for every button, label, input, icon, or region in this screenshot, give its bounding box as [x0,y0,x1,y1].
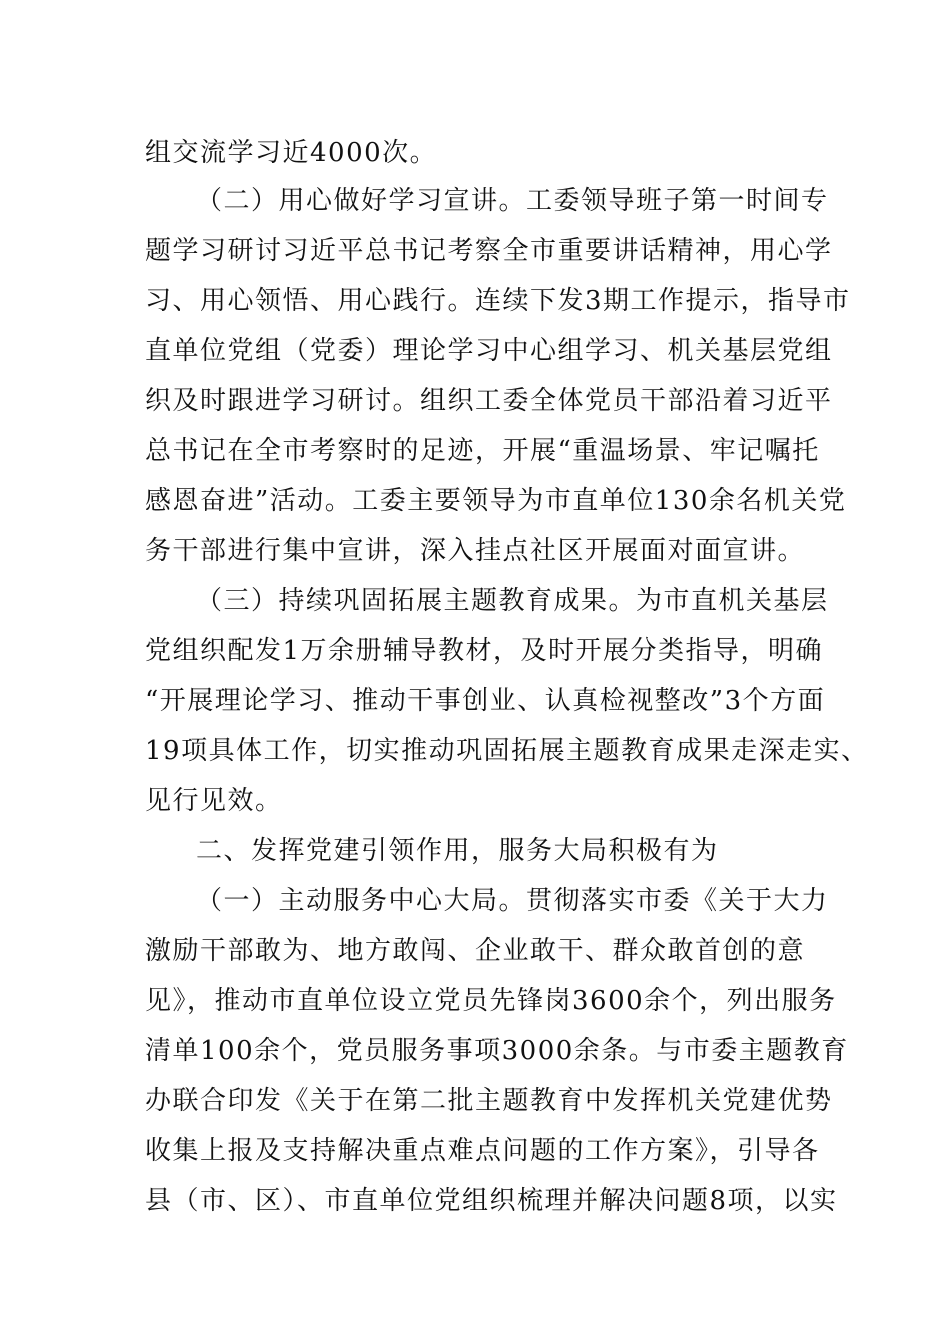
text-line-16: （一）主动服务中心大局。贯彻落实市委《关于大力 [196,886,829,916]
text-line-6: 织及时跟进学习研讨。组织工委全体党员干部沿着习近平 [145,386,833,416]
text-line-3: 题学习研讨习近平总书记考察全市重要讲话精神，用心学 [145,236,833,266]
text-line-18: 见》，推动市直单位设立党员先锋岗3600余个，列出服务 [145,986,837,1016]
text-line-2: （二）用心做好学习宣讲。工委领导班子第一时间专 [196,186,829,216]
text-line-7: 总书记在全市考察时的足迹，开展“重温场景、牢记嘱托 [145,436,820,466]
text-line-19: 清单100余个，党员服务事项3000余条。与市委主题教育 [145,1036,849,1066]
text-line-17: 激励干部敢为、地方敢闯、企业敢干、群众敢首创的意 [145,936,806,966]
text-line-9: 务干部进行集中宣讲，深入挂点社区开展面对面宣讲。 [145,536,806,566]
text-line-8: 感恩奋进”活动。工委主要领导为市直单位130余名机关党 [145,486,847,516]
section-heading: 二、发挥党建引领作用，服务大局积极有为 [196,836,719,866]
text-line-1: 组交流学习近4000次。 [145,138,438,168]
text-line-4: 习、用心领悟、用心践行。连续下发3期工作提示，指导市 [145,286,851,316]
text-line-12: “开展理论学习、推动干事创业、认真检视整改”3个方面 [145,686,826,716]
text-line-21: 收集上报及支持解决重点难点问题的工作方案》，引导各 [145,1136,820,1166]
text-line-14: 见行见效。 [145,786,283,816]
text-line-11: 党组织配发1万余册辅导教材，及时开展分类指导，明确 [145,636,824,666]
text-line-10: （三）持续巩固拓展主题教育成果。为市直机关基层 [196,586,829,616]
text-line-22: 县（市、区）、市直单位党组织梳理并解决问题8项，以实 [145,1186,838,1216]
text-line-5: 直单位党组（党委）理论学习中心组学习、机关基层党组 [145,336,833,366]
text-line-20: 办联合印发《关于在第二批主题教育中发挥机关党建优势 [145,1086,833,1116]
text-line-13: 19项具体工作，切实推动巩固拓展主题教育成果走深走实、 [145,736,869,766]
